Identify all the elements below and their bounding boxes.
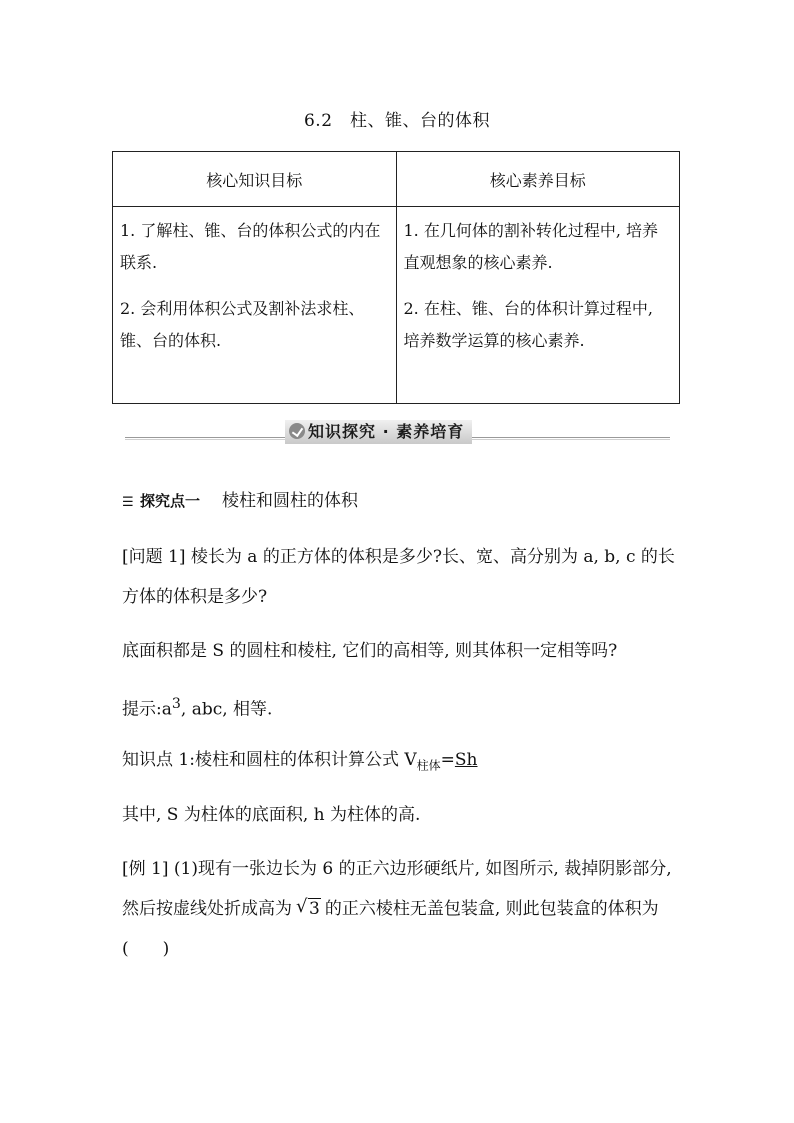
hint-rest: , abc, 相等. xyxy=(180,699,273,720)
goals-body-row xyxy=(113,207,680,404)
sqrt-three xyxy=(296,889,321,929)
explore-heading xyxy=(122,486,358,511)
goals-header-row xyxy=(113,152,680,207)
banner-text: 知识探究 · 素养培育 xyxy=(308,422,465,441)
kp1-equals: = xyxy=(440,750,455,770)
knowledge-goal-2: 2. 会利用体积公式及割补法求柱、锥、台的体积. xyxy=(120,299,365,350)
literacy-goal-2: 2. 在柱、锥、台的体积计算过程中, 培养数学运算的核心素养. xyxy=(403,299,653,350)
knowledge-point-note: 其中, S 为柱体的底面积, h 为柱体的高. xyxy=(122,805,421,825)
kp1-prefix: 知识点 1:棱柱和圆柱的体积计算公式 V xyxy=(122,750,417,770)
check-badge-icon xyxy=(289,423,305,439)
sqrt-value: 3 xyxy=(309,899,320,919)
knowledge-point-1 xyxy=(122,740,682,785)
literacy-goals-cell xyxy=(396,207,680,404)
kp1-formula: Sh xyxy=(454,750,478,770)
question-1-text: [问题 1] 棱长为 a 的正方体的体积是多少?长、宽、高分别为 a, b, c 的长方体的体积是多少? xyxy=(122,547,675,607)
hint-text xyxy=(122,684,682,730)
hint-exponent: 3 xyxy=(171,696,181,712)
kp1-subscript: 柱体 xyxy=(416,758,441,773)
question-1-followup: 底面积都是 S 的圆柱和棱柱, 它们的高相等, 则其体积一定相等吗? xyxy=(122,641,618,661)
hint-prefix: 提示:a xyxy=(122,699,172,720)
example-part-2: 的正六棱柱无盖包装盒, 则此包装盒的体积为( ) xyxy=(122,899,659,959)
literacy-goal-1: 1. 在几何体的割补转化过程中, 培养直观想象的核心素养. xyxy=(403,221,659,272)
knowledge-goals-cell xyxy=(113,207,397,404)
header-literacy-goals: 核心素养目标 xyxy=(396,152,680,207)
knowledge-goal-1: 1. 了解柱、锥、台的体积公式的内在联系. xyxy=(120,221,381,272)
example-part-1: [例 1] (1)现有一张边长为 6 的正六边形硬纸片, 如图所示, 裁掉阴影部分, 然后按虚线处折成高为 xyxy=(122,859,672,919)
section-banner xyxy=(125,418,670,446)
radical-sign-icon: √ xyxy=(296,896,308,917)
explore-label: 探究点一 xyxy=(140,492,201,510)
example-1-text xyxy=(122,849,682,969)
banner-label-box xyxy=(285,420,472,444)
explore-title: 棱柱和圆柱的体积 xyxy=(222,491,359,511)
page-title: 6.2 柱、锥、台的体积 xyxy=(303,111,491,131)
goals-table xyxy=(112,151,680,404)
magnifier-icon: ☰ xyxy=(122,495,134,510)
header-knowledge-goals: 核心知识目标 xyxy=(113,152,397,207)
